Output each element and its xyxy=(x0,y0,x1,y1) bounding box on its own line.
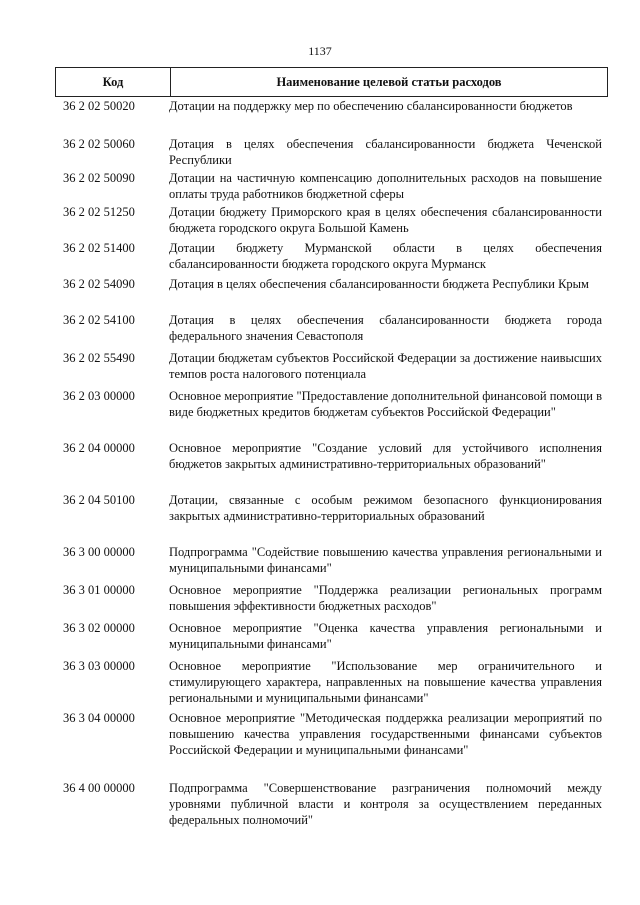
row-name: Дотация в целях обеспечения сбалансированности бюджета города федерального значения Севастополя xyxy=(169,313,602,343)
row-name: Основное мероприятие "Создание условий для устойчивого исполнения бюджетов закрытых административно-территориальных образований" xyxy=(169,441,602,471)
table-row xyxy=(55,388,608,440)
row-code: 36 3 04 00000 xyxy=(63,711,135,725)
row-code: 36 3 02 00000 xyxy=(63,621,135,635)
table-row xyxy=(55,136,608,170)
row-name: Основное мероприятие "Предоставление дополнительной финансовой помощи в виде бюджетных кредитов бюджетам субъектов Российской Федерации" xyxy=(169,389,602,419)
row-code: 36 2 04 50100 xyxy=(63,493,135,507)
table-row xyxy=(55,658,608,710)
row-name: Дотации на частичную компенсацию дополнительных расходов на повышение оплаты труда работников бюджетной сферы xyxy=(169,171,602,201)
table-row xyxy=(55,240,608,276)
row-code: 36 2 02 50090 xyxy=(63,171,135,185)
row-code: 36 2 02 55490 xyxy=(63,351,135,365)
table-row xyxy=(55,350,608,388)
row-code: 36 2 02 51400 xyxy=(63,241,135,255)
table-row xyxy=(55,170,608,204)
table-row xyxy=(55,204,608,240)
row-name: Основное мероприятие "Поддержка реализации региональных программ повышения эффективности бюджетных расходов" xyxy=(169,583,602,613)
table-row xyxy=(55,780,608,832)
row-name: Дотации на поддержку мер по обеспечению сбалансированности бюджетов xyxy=(169,99,573,113)
row-code: 36 2 02 54100 xyxy=(63,313,135,327)
table-row xyxy=(55,312,608,350)
row-code: 36 3 03 00000 xyxy=(63,659,135,673)
table-row xyxy=(55,98,608,136)
row-name: Дотации бюджету Мурманской области в целях обеспечения сбалансированности бюджета городского округа Мурманск xyxy=(169,241,602,271)
table-body xyxy=(55,98,608,832)
row-name: Основное мероприятие "Оценка качества управления региональными и муниципальными финансами" xyxy=(169,621,602,651)
row-name: Дотации бюджету Приморского края в целях обеспечения сбалансированности бюджета городского округа Большой Камень xyxy=(169,205,602,235)
table-header xyxy=(55,67,608,97)
table-row xyxy=(55,620,608,658)
row-code: 36 2 02 50060 xyxy=(63,137,135,151)
row-code: 36 2 04 00000 xyxy=(63,441,135,455)
row-name: Подпрограмма "Совершенствование разграничения полномочий между уровнями публичной власти и контроля за осуществлением переданных федеральных полномочий" xyxy=(169,781,602,827)
column-header-code: Код xyxy=(56,68,171,96)
row-name: Подпрограмма "Содействие повышению качества управления региональными и муниципальными финансами" xyxy=(169,545,602,575)
row-code: 36 2 02 50020 xyxy=(63,99,135,113)
page-number: 1137 xyxy=(308,44,332,58)
table-row xyxy=(55,276,608,312)
column-header-name: Наименование целевой статьи расходов xyxy=(276,74,502,89)
row-code: 36 3 01 00000 xyxy=(63,583,135,597)
row-code: 36 2 02 54090 xyxy=(63,277,135,291)
row-code: 36 2 03 00000 xyxy=(63,389,135,403)
row-name: Дотации бюджетам субъектов Российской Федерации за достижение наивысших темпов роста налогового потенциала xyxy=(169,351,602,381)
row-name: Дотация в целях обеспечения сбалансированности бюджета Чеченской Республики xyxy=(169,137,602,167)
row-name: Основное мероприятие "Использование мер ограничительного и стимулирующего характера, направленных на повышение качества управления региональными и муниципальными финансами" xyxy=(169,659,602,705)
table-row xyxy=(55,440,608,492)
table-row xyxy=(55,544,608,582)
table-row xyxy=(55,492,608,544)
table-row xyxy=(55,582,608,620)
row-name: Основное мероприятие "Методическая поддержка реализации мероприятий по повышению качества управления государственными финансами субъектов Российской Федерации и муниципальными финансами" xyxy=(169,711,602,757)
row-name: Дотация в целях обеспечения сбалансированности бюджета Республики Крым xyxy=(169,277,589,291)
row-name: Дотации, связанные с особым режимом безопасного функционирования закрытых административно-территориальных образований xyxy=(169,493,602,523)
table-row xyxy=(55,710,608,780)
row-code: 36 2 02 51250 xyxy=(63,205,135,219)
row-code: 36 3 00 00000 xyxy=(63,545,135,559)
row-code: 36 4 00 00000 xyxy=(63,781,135,795)
